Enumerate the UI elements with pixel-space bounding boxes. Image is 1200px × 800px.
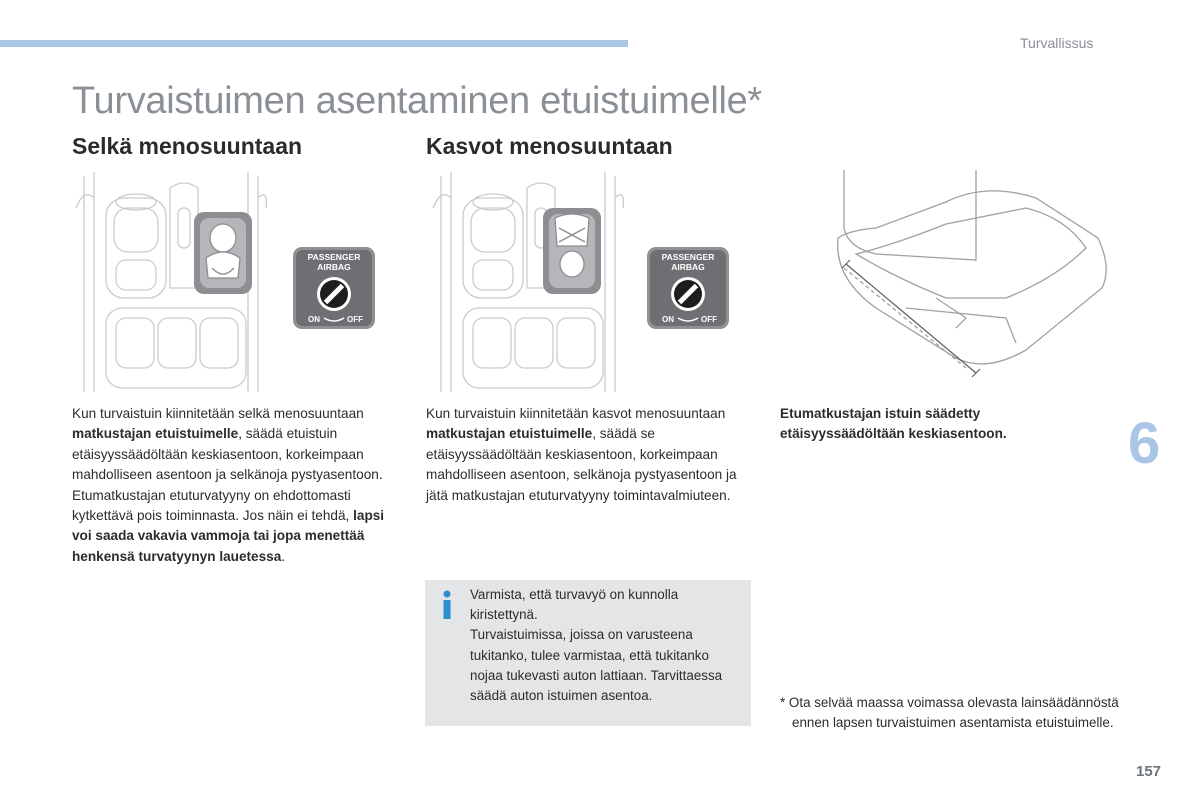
section-name: Turvallissus <box>1020 35 1094 51</box>
airbag-off-label: OFF <box>347 315 363 324</box>
info-line-2: Turvaistuimissa, joissa on varusteena tukitanko, tulee varmistaa, että tukitanko nojaa tukevasti auton lattiaan. Tarvittaessa säädä auton istuimen asentoa. <box>470 627 723 704</box>
rear-facing-instructions: Kun turvaistuin kiinnitetään selkä menosuuntaan matkustajan etuistuimelle, säädä etuistuin etäisyyssäädöltään keskiasentoon, korkeimpaan mahdolliseen asentoon ja selkänoja pystyasentoon. Etumatkustajan etuturvatyyny on ehdottomasti kytkettävä pois toiminnasta. Jos näin ei tehdä, lapsi voi saada vakavia vammoja tai jopa menettää henkensä turvatyynyn lauetessa. <box>72 406 385 564</box>
header-accent-bar <box>0 40 628 47</box>
car-diagram-rear-facing <box>66 168 276 392</box>
page-title: Turvaistuimen asentaminen etuistuimelle* <box>72 80 762 122</box>
chapter-number: 6 <box>1128 411 1161 476</box>
car-diagram-forward-facing <box>423 168 633 392</box>
airbag-label-line2: AIRBAG <box>317 262 351 272</box>
heading-forward-facing: Kasvot menosuuntaan <box>426 133 673 159</box>
airbag-label-line2: AIRBAG <box>671 262 705 272</box>
airbag-on-label: ON <box>662 315 674 324</box>
forward-facing-instructions: Kun turvaistuin kiinnitetään kasvot menosuuntaan matkustajan etuistuimelle, säädä se etäisyyssäädöltään keskiasentoon, korkeimpaan mahdolliseen asentoon, selkänoja pystyasentoon ja jätä matkustajan etuturvatyyny toimintavalmiuteen. <box>426 406 737 503</box>
info-icon <box>440 590 454 620</box>
airbag-off-label: OFF <box>701 315 717 324</box>
page-number: 157 <box>1136 763 1162 780</box>
footnote: * Ota selvää maassa voimassa olevasta lainsäädännöstä ennen lapsen turvaistuimen asentamista etuistuimelle. <box>780 695 1119 731</box>
airbag-label-line1: PASSENGER <box>307 252 361 262</box>
passenger-seat-illustration <box>836 168 1110 382</box>
airbag-on-label: ON <box>308 315 320 324</box>
airbag-label-line1: PASSENGER <box>661 252 715 262</box>
info-line-1: Varmista, että turvavyö on kunnolla kiristettynä. <box>470 587 679 623</box>
airbag-switch-off <box>292 246 376 330</box>
info-box <box>425 580 751 726</box>
heading-rear-facing: Selkä menosuuntaan <box>72 133 303 159</box>
airbag-switch-on <box>646 246 730 330</box>
seat-caption: Etumatkustajan istuin säädetty etäisyyssäädöltään keskiasentoon. <box>780 406 1007 442</box>
